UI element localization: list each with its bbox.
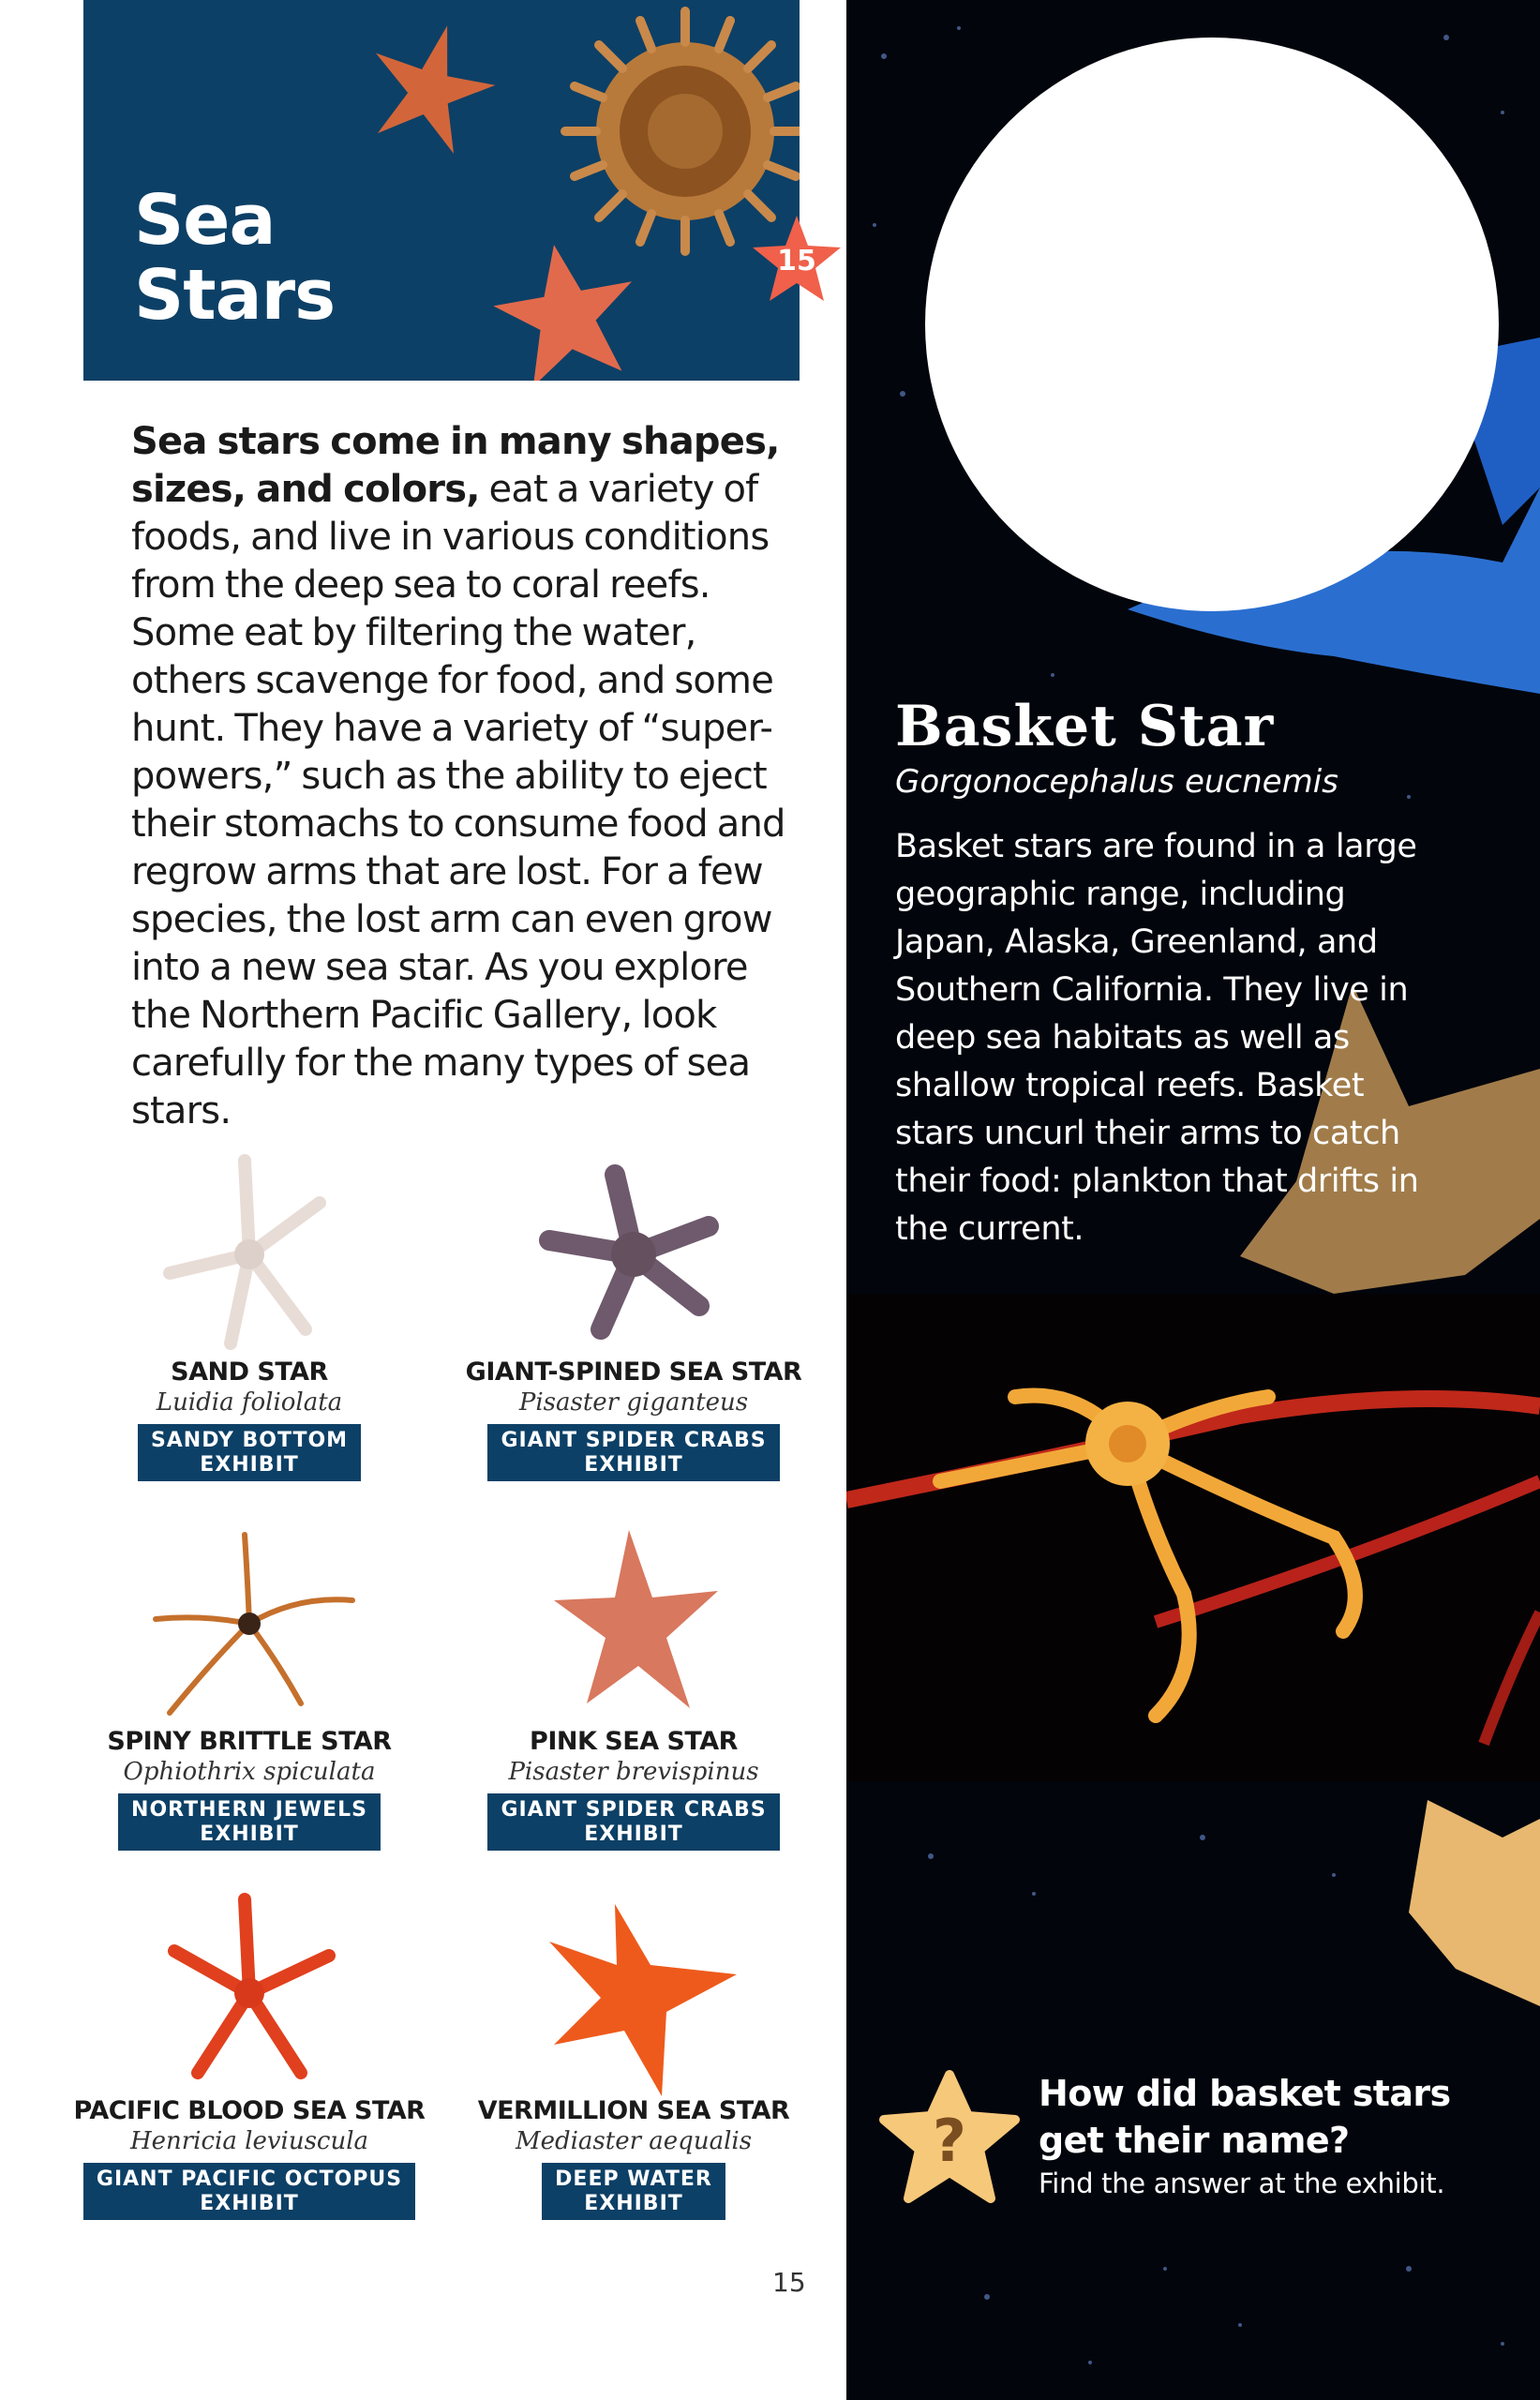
species-card [446, 1151, 821, 1481]
intro-body: eat a variety of foods, and live in various conditions from the deep sea to coral reefs. Some eat by filtering the water, others scavenge for food, and some hunt. They have a variety of “super-powers,” such as the ability to eject their stomachs to consume food and regrow arms that are lost. For a few species, the lost arm can even grow into a new sea star. As you explore the Northern Pacific Gallery, look carefully for the many types of sea stars. [131, 468, 785, 1132]
svg-text:?: ? [933, 2107, 966, 2175]
basket-star-title: Basket Star [895, 694, 1275, 759]
intro-paragraph [131, 418, 787, 1135]
spiny-brittle-star-image [62, 1521, 437, 1727]
exhibit-tag: NORTHERN JEWELS EXHIBIT [118, 1793, 381, 1851]
species-card [446, 1521, 821, 1851]
question-star-icon [875, 2067, 1024, 2208]
page-number: 15 [772, 2267, 806, 2298]
exhibit-tag: GIANT SPIDER CRABS EXHIBIT [487, 1424, 779, 1481]
vermillion-star-image [446, 1890, 821, 2096]
species-card [446, 1890, 821, 2220]
species-scientific: Ophiothrix spiculata [123, 1758, 376, 1786]
title-line-1: Sea [134, 180, 276, 261]
title-line-2: Stars [134, 255, 336, 336]
species-scientific: Luidia foliolata [156, 1388, 343, 1417]
question-text [1039, 2070, 1451, 2164]
pacific-blood-star-image [62, 1890, 437, 2096]
species-name: SAND STAR [171, 1358, 328, 1387]
exhibit-tag: GIANT PACIFIC OCTOPUS EXHIBIT [83, 2163, 415, 2220]
page-title [134, 180, 336, 336]
species-name: PACIFIC BLOOD SEA STAR [73, 2096, 426, 2125]
species-card [62, 1521, 437, 1851]
species-scientific: Pisaster giganteus [518, 1388, 749, 1417]
basket-star-scientific: Gorgonocephalus eucnemis [895, 763, 1338, 801]
exhibit-tag: SANDY BOTTOM EXHIBIT [138, 1424, 361, 1481]
exhibit-tag: GIANT SPIDER CRABS EXHIBIT [487, 1793, 779, 1851]
photo-placeholder-circle [925, 38, 1499, 611]
species-scientific: Mediaster aequalis [515, 2127, 753, 2155]
page-badge [750, 214, 844, 308]
question-callout [875, 2062, 1531, 2212]
species-name: GIANT-SPINED SEA STAR [465, 1358, 802, 1387]
intro-lead: Sea stars come in many shapes, sizes, and colors, [131, 420, 780, 511]
giant-spined-star-image [446, 1151, 821, 1358]
pink-sea-star-image [446, 1521, 821, 1727]
species-name: SPINY BRITTLE STAR [107, 1727, 392, 1756]
right-page [846, 0, 1540, 2400]
question-subtext: Find the answer at the exhibit. [1039, 2168, 1445, 2199]
species-scientific: Henricia leviuscula [129, 2127, 369, 2155]
species-name: VERMILLION SEA STAR [477, 2096, 790, 2125]
species-scientific: Pisaster brevispinus [508, 1758, 759, 1786]
exhibit-tag: DEEP WATER EXHIBIT [542, 2163, 725, 2220]
question-line-2: get their name? [1039, 2120, 1350, 2161]
header-banner [83, 0, 800, 381]
question-line-1: How did basket stars [1039, 2073, 1451, 2114]
species-card [62, 1890, 437, 2220]
species-card [62, 1151, 437, 1481]
sand-star-image [62, 1151, 437, 1358]
basket-star-description: Basket stars are found in a large geographic range, including Japan, Alaska, Greenland, and Southern California. They live in deep sea habitats as well as shallow tropical reefs. Basket stars uncurl their arms to catch their food: plankton that drifts in the current. [895, 828, 1419, 1248]
badge-number: 15 [777, 245, 816, 278]
species-name: PINK SEA STAR [530, 1727, 738, 1756]
